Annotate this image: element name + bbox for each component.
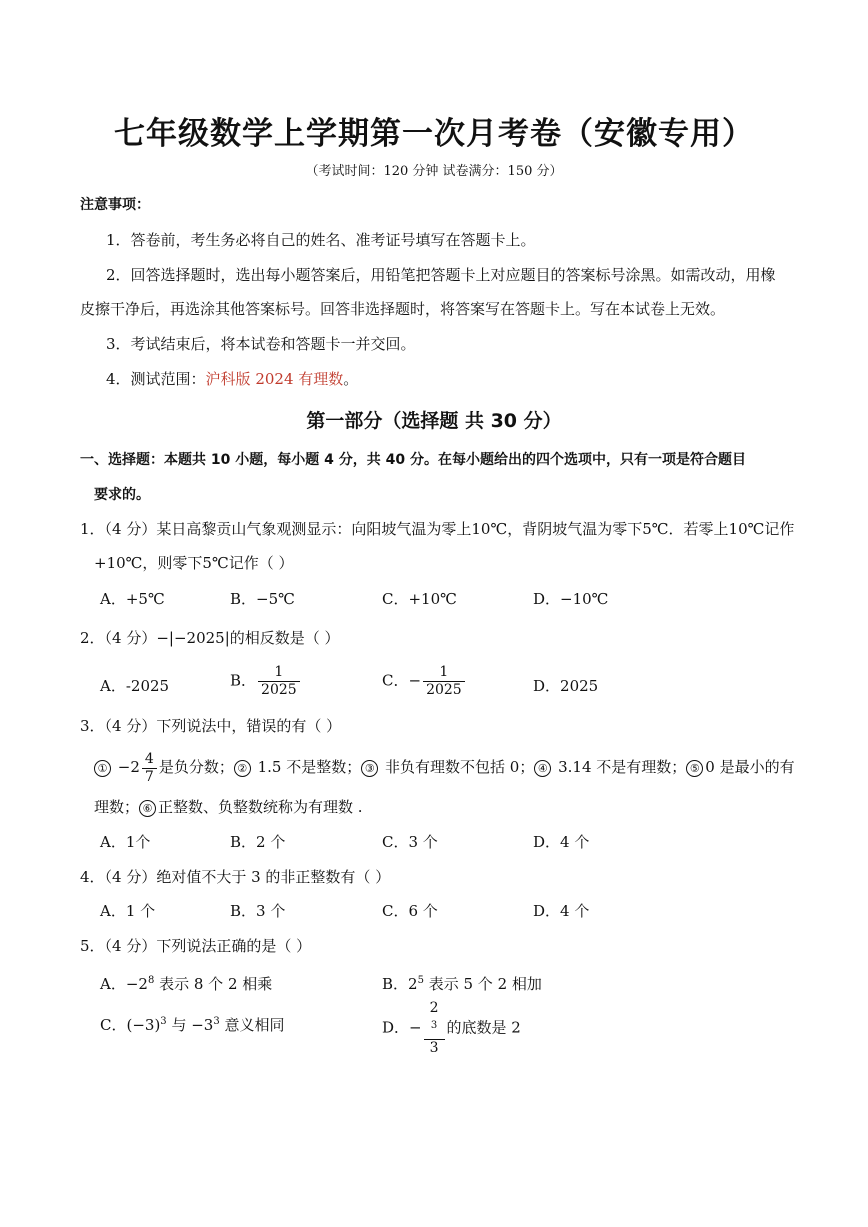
section-title: 第一部分（选择题 共 30 分）: [306, 410, 562, 432]
q5-d-label: D．−: [382, 1018, 422, 1037]
question-3-cont: [94, 797, 363, 817]
q5-a-text: 表示 8 个 2 相乘: [154, 975, 273, 993]
notice-item-2: 2．回答选择题时，选出每小题答案后，用铅笔把答题卡上对应题目的答案标号涂黑。如需改动，用橡: [106, 266, 776, 284]
q5-b-base: B．2: [382, 975, 418, 993]
q5-option-a: [100, 971, 272, 994]
q1-option-a: A．+5℃: [100, 590, 165, 608]
question-2: [80, 628, 340, 648]
q5-c-exponent-2: 3: [213, 1016, 220, 1027]
circled-1: ①: [94, 760, 111, 777]
notice-item-1: 1．答卷前，考生务必将自己的姓名、准考证号填写在答题卡上。: [106, 231, 536, 249]
circled-6: ⑥: [139, 800, 156, 817]
q4-option-d: D．4 个: [533, 902, 590, 920]
q3-s3-text: 非负有理数不包括 0；: [380, 758, 535, 776]
q2-option-d: D．2025: [533, 677, 599, 695]
notice-item-4-end: 。: [343, 370, 359, 388]
test-scope: 沪科版 2024 有理数: [205, 370, 344, 388]
q5-c-mid: 与 −3: [166, 1016, 214, 1034]
part-heading: 一、选择题：本题共 10 小题，每小题 4 分，共 40 分。在每小题给出的四个选项中，只有一项是符合题目: [80, 452, 746, 468]
notice-item-3: 3．考试结束后，将本试卷和答题卡一并交回。: [106, 335, 416, 353]
q1-option-b: B．−5℃: [230, 590, 295, 608]
q3-s1-int: −2: [117, 758, 140, 776]
q4-option-b: B．3 个: [230, 902, 286, 920]
q5-d-num-exponent: 3: [430, 1020, 438, 1031]
q5-d-num: 2: [429, 1000, 439, 1016]
q5-c-exponent: 3: [160, 1016, 167, 1027]
q3-s6-text: 正整数、负整数统称为有理数 .: [158, 798, 363, 816]
q2-suffix: 的相反数是（ ）: [229, 629, 340, 647]
page-title: 七年级数学上学期第一次月考卷（安徽专用）: [114, 116, 754, 152]
q3-s2-text: 1.5 不是整数；: [252, 758, 362, 776]
notice-item-4-label: 4．测试范围：: [106, 370, 206, 388]
q2-prefix: 2．（4 分）: [80, 629, 157, 647]
notice-item-4: [106, 369, 358, 389]
q5-b-text: 表示 5 个 2 相加: [423, 975, 542, 993]
q2-option-c-label: C．: [382, 671, 409, 690]
q5-b-exponent: 5: [417, 975, 424, 986]
q1-option-d: D．−10℃: [533, 590, 609, 608]
q5-option-c: [100, 1012, 284, 1035]
q2-option-c-sign: −: [408, 671, 422, 690]
part-heading-cont: 要求的。: [94, 487, 150, 503]
circled-2: ②: [234, 760, 251, 777]
q2-expression: −|−2025|: [156, 629, 230, 647]
q3-option-d: D．4 个: [533, 833, 590, 851]
q3-s1-fraction: [142, 751, 157, 786]
q5-d-text: 的底数是 2: [446, 1018, 521, 1037]
question-1-cont: +10℃，则零下5℃记作（ ）: [94, 554, 294, 572]
q3-option-b: B．2 个: [230, 833, 286, 851]
q5-option-b: [382, 971, 542, 994]
q5-c-base: C．(−3): [100, 1016, 161, 1034]
fraction-numerator: 1: [258, 664, 300, 682]
question-3: 3．（4 分）下列说法中，错误的有（ ）: [80, 717, 342, 735]
q4-option-a: A．1 个: [100, 902, 156, 920]
q3-option-a: A．1个: [100, 833, 151, 851]
fraction-denominator: 7: [144, 768, 154, 785]
q3-s4-text: 3.14 不是有理数；: [553, 758, 687, 776]
q2-option-b-fraction: [258, 664, 300, 699]
q5-c-text: 意义相同: [219, 1016, 285, 1034]
fraction-denominator: 2025: [426, 682, 462, 698]
q5-d-fraction: [424, 1000, 445, 1057]
q4-option-c: C．6 个: [382, 902, 438, 920]
notice-heading: 注意事项：: [80, 197, 150, 213]
circled-5: ⑤: [686, 760, 703, 777]
question-3-statements: [94, 750, 795, 786]
fraction-numerator: 1: [423, 664, 465, 682]
question-4: 4．（4 分）绝对值不大于 3 的非正整数有（ ）: [80, 868, 391, 886]
fraction-denominator: 3: [429, 1039, 439, 1056]
question-1: 1．（4 分）某日高黎贡山气象观测显示：向阳坡气温为零上10℃，背阴坡气温为零下5℃．若零上10℃记作: [80, 520, 795, 538]
q3-line3-prefix: 理数；: [94, 798, 140, 816]
q5-option-d: [382, 1000, 521, 1057]
q2-option-c-fraction: [423, 664, 465, 699]
q3-option-c: C．3 个: [382, 833, 438, 851]
circled-4: ④: [534, 760, 551, 777]
q3-s5-text: 0 是最小的有: [705, 758, 795, 776]
q2-option-a: A．-2025: [100, 677, 170, 695]
q2-option-b-label: B．: [230, 671, 257, 690]
q5-a-exponent: 8: [147, 975, 155, 986]
fraction-numerator: [424, 1000, 445, 1040]
notice-item-2-cont: 皮擦干净后，再选涂其他答案标号。回答非选择题时，将答案写在答题卡上。写在本试卷上无效。: [80, 300, 726, 318]
q1-option-c: C．+10℃: [382, 590, 457, 608]
q2-option-b: [230, 664, 302, 699]
q5-a-base: A．−2: [100, 975, 148, 993]
q2-option-c: [382, 664, 467, 699]
exam-info: （考试时间：120 分钟 试卷满分：150 分）: [305, 164, 563, 179]
fraction-numerator: 4: [142, 751, 157, 769]
circled-3: ③: [361, 760, 378, 777]
fraction-denominator: 2025: [261, 682, 297, 698]
q3-s1-text: 是负分数；: [158, 758, 234, 776]
question-5: 5．（4 分）下列说法正确的是（ ）: [80, 937, 312, 955]
